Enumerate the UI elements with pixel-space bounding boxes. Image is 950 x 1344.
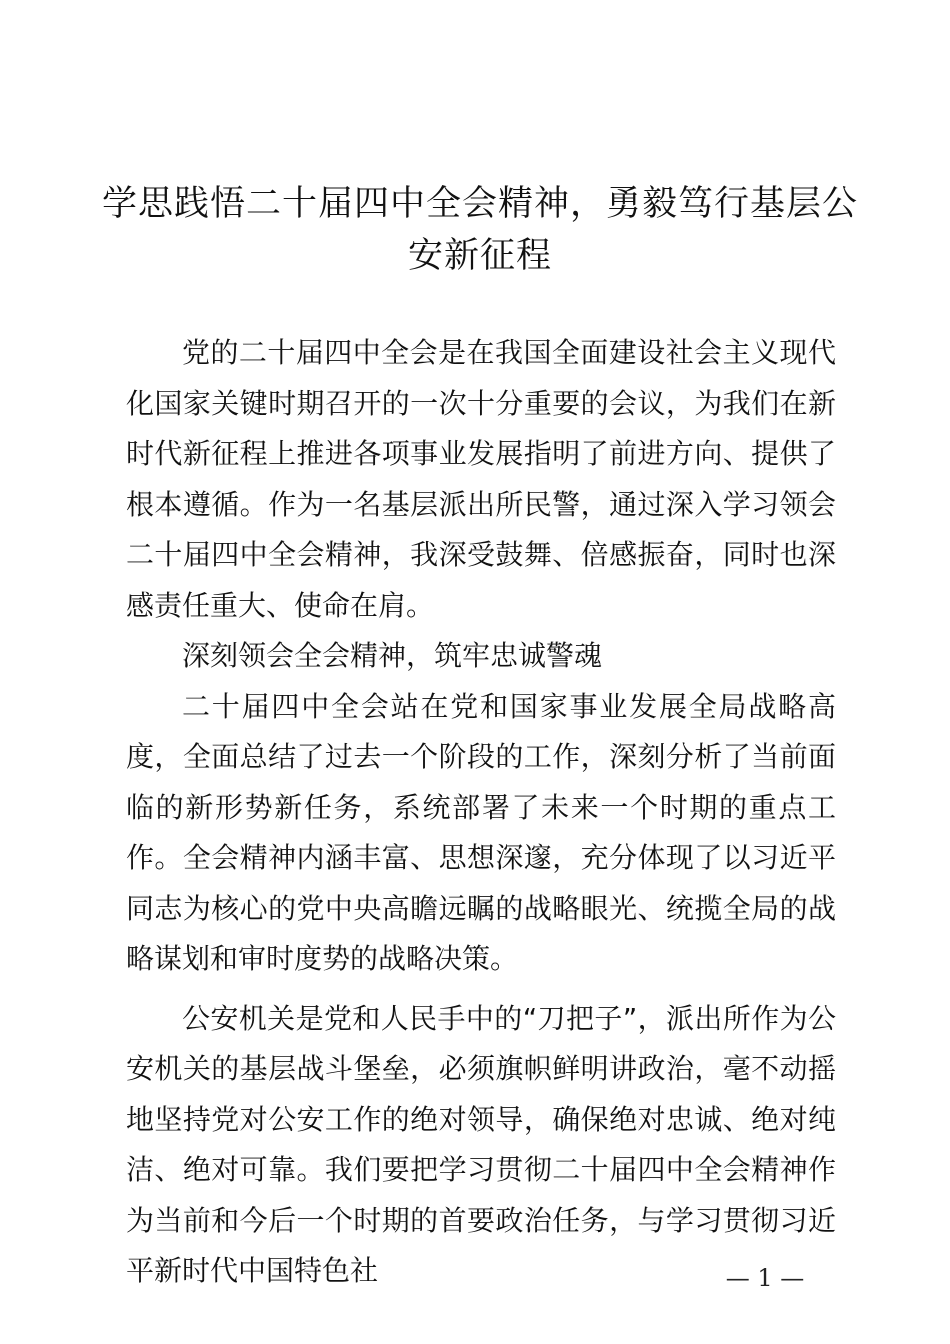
paragraph-intro: 党的二十届四中全会是在我国全面建设社会主义现代化国家关键时期召开的一次十分重要的会议，为我们在新时代新征程上推进各项事业发展指明了前进方向、提供了根本遵循。作为一名基层派出所民警，通过深入学习领会二十届四中全会精神，我深受鼓舞、倍感振奋，同时也深感责任重大、使命在肩。 bbox=[126, 336, 836, 622]
section-heading: 深刻领会全会精神，筑牢忠诚警魂 bbox=[182, 639, 603, 672]
document-body bbox=[126, 328, 836, 1297]
page-number: — 1 — bbox=[725, 1264, 805, 1292]
paragraph-police-loyalty: 公安机关是党和人民手中的“刀把子”，派出所作为公安机关的基层战斗堡垒，必须旗帜鲜明讲政治，毫不动摇地坚持党对公安工作的绝对领导，确保绝对忠诚、绝对纯洁、绝对可靠。我们要把学习贯彻二十届四中全会精神作为当前和今后一个时期的首要政治任务，与学习贯彻习近平新时代中国特色社 bbox=[126, 1001, 836, 1287]
document-title: 学思践悟二十届四中全会精神，勇毅笃行基层公安新征程 bbox=[101, 184, 858, 276]
paragraph-plenum-summary: 二十届四中全会站在党和国家事业发展全局战略高度，全面总结了过去一个阶段的工作，深刻分析了当前面临的新形势新任务，系统部署了未来一个时期的重点工作。全会精神内涵丰富、思想深邃，充分体现了以习近平同志为核心的党中央高瞻远瞩的战略眼光、统揽全局的战略谋划和审时度势的战略决策。 bbox=[126, 689, 836, 975]
